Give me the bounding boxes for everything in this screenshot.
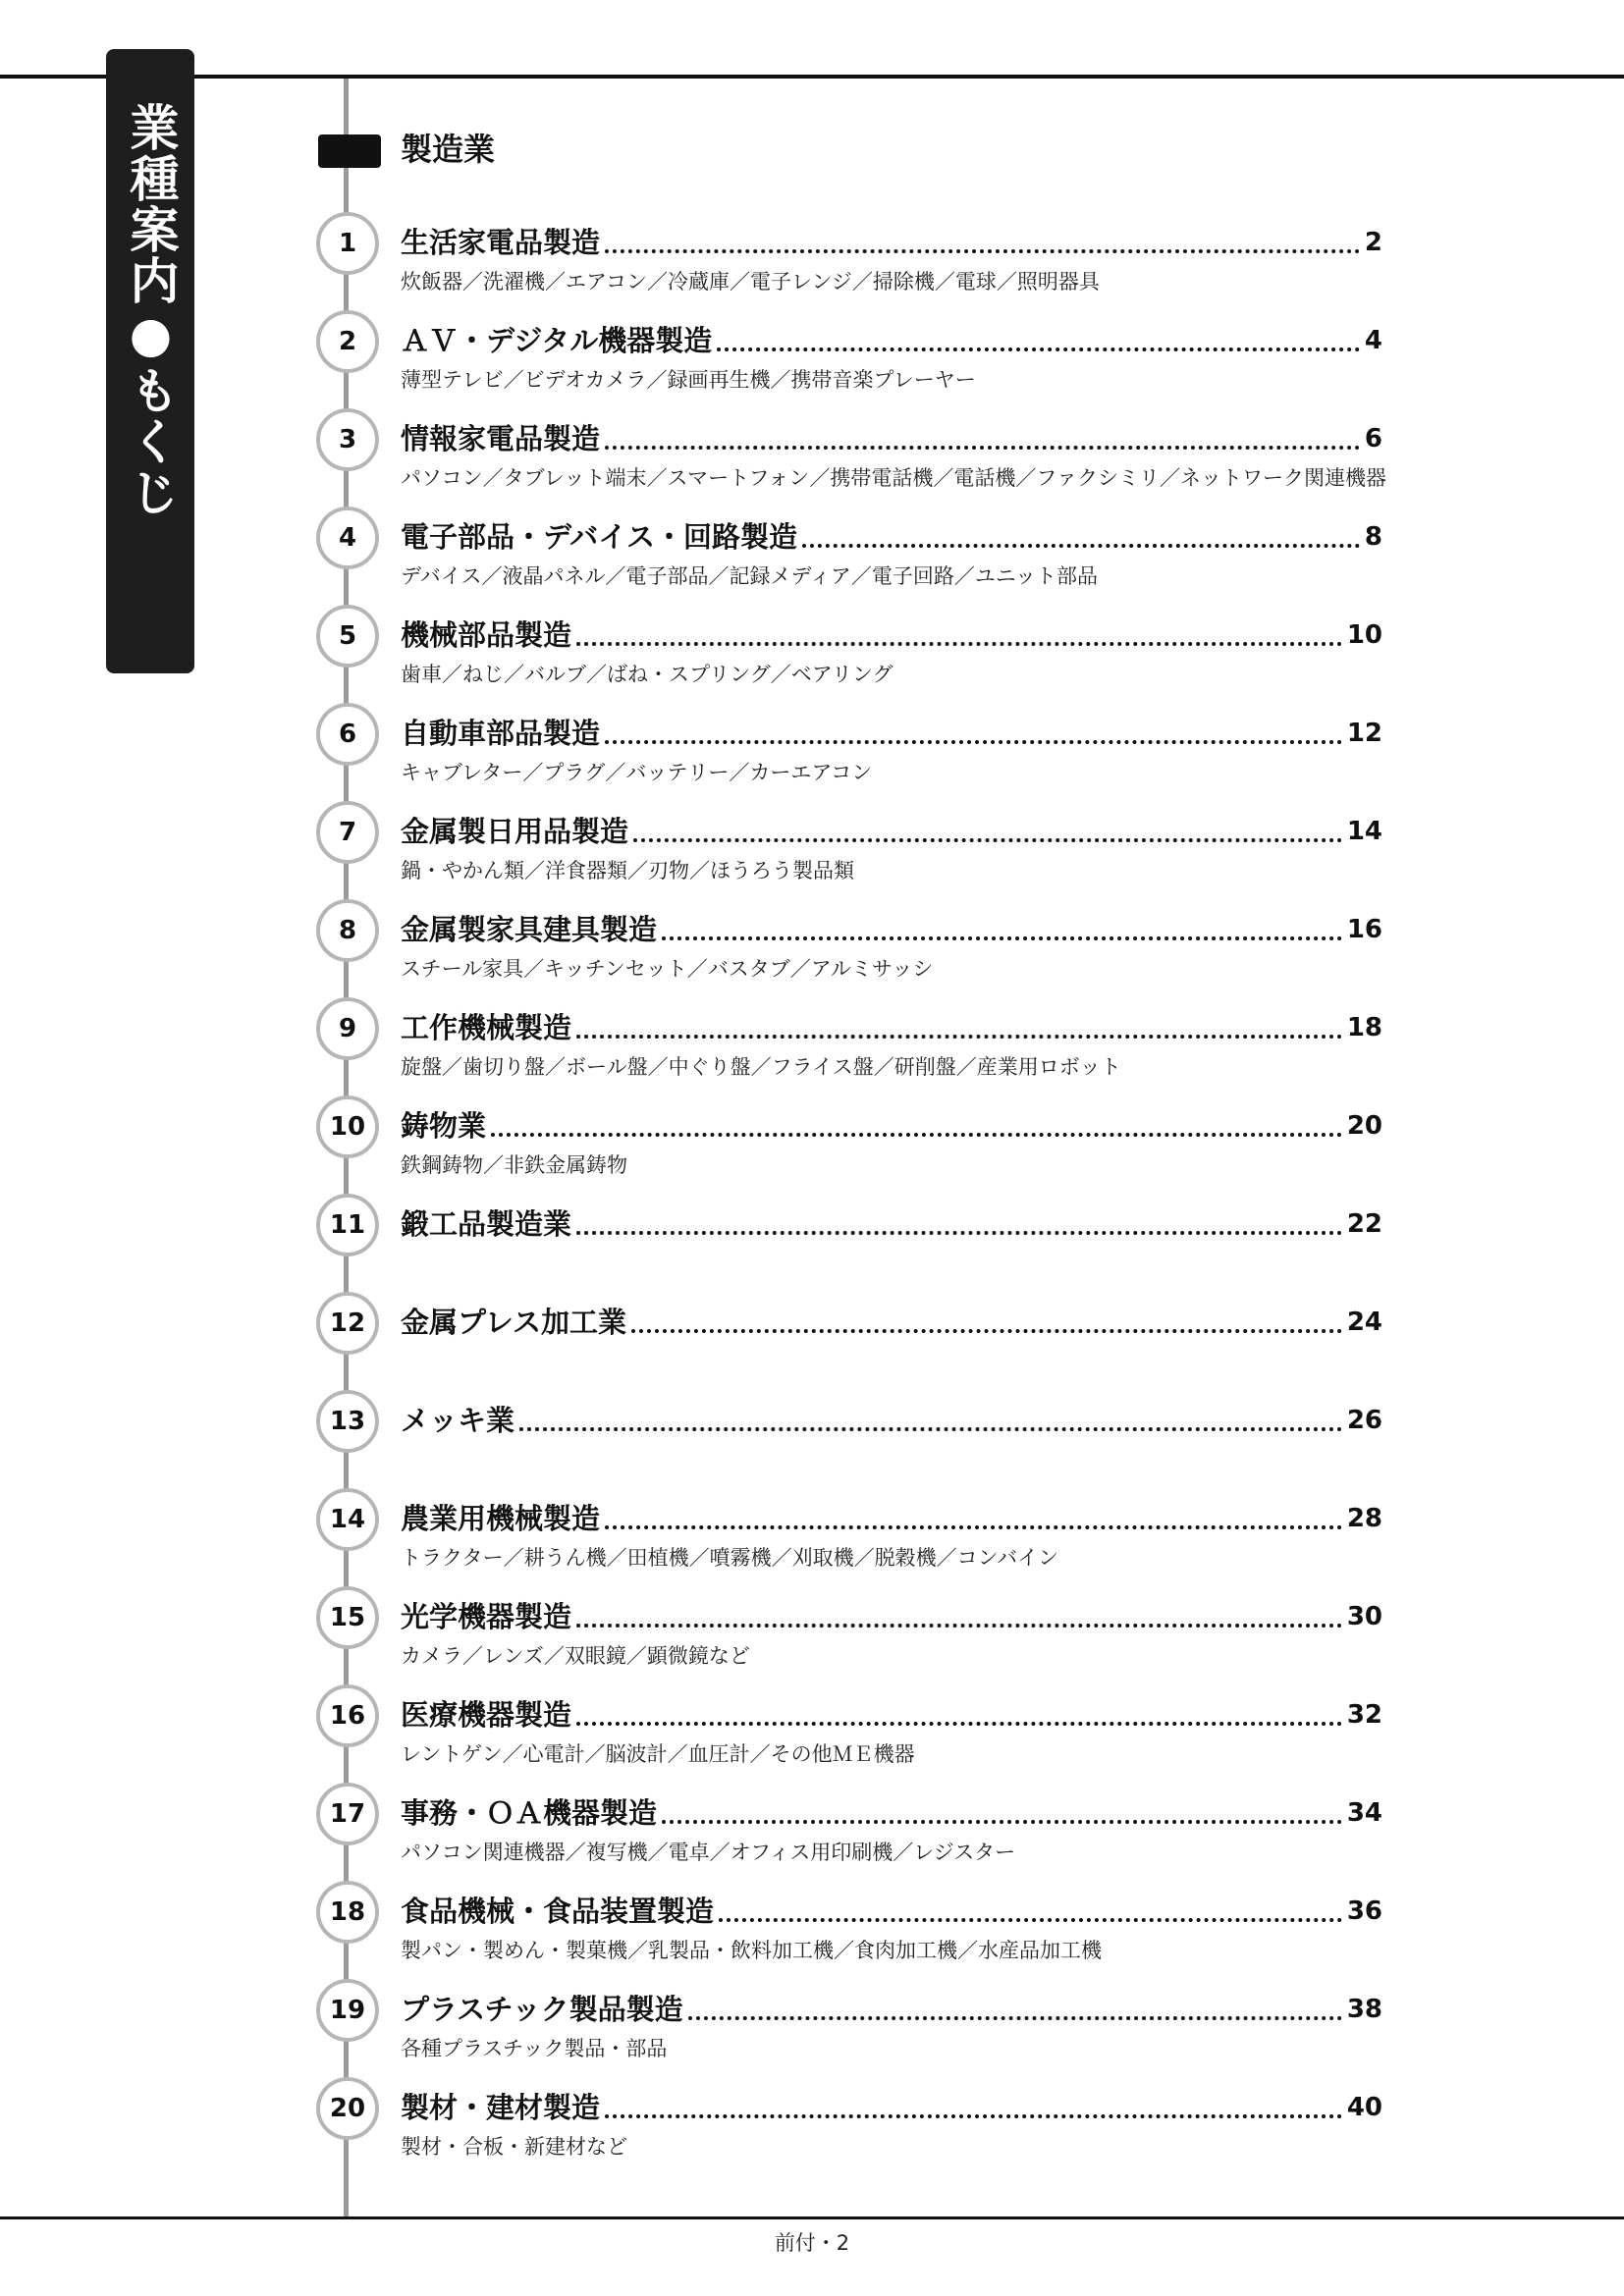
toc-entry[interactable] [0,997,1624,1086]
entry-page-number[interactable]: 4 [1364,326,1382,355]
entry-number-badge: 19 [316,1979,379,2042]
entry-title[interactable]: 生活家電品製造 [401,226,601,259]
entry-title-row [401,1005,1382,1050]
toc-entry[interactable] [0,2077,1624,2165]
entry-subitems: パソコン関連機器／複写機／電卓／オフィス用印刷機／レジスター [401,1841,1016,1864]
entry-page-number[interactable]: 24 [1346,1308,1382,1337]
entry-page-number[interactable]: 14 [1346,817,1382,846]
entry-number-badge: 18 [316,1881,379,1944]
entry-subitems: 炊飯器／洗濯機／エアコン／冷蔵庫／電子レンジ／掃除機／電球／照明器具 [401,270,1100,294]
entry-page-number[interactable]: 12 [1346,719,1382,748]
entry-subitems: 旋盤／歯切り盤／ボール盤／中ぐり盤／フライス盤／研削盤／産業用ロボット [401,1055,1121,1079]
entry-number-badge: 1 [316,212,379,275]
entry-page-number[interactable]: 18 [1346,1013,1382,1042]
entry-title-row [401,1987,1382,2032]
toc-entry[interactable] [0,1684,1624,1773]
dot-leader [576,1231,1342,1235]
toc-entry[interactable] [0,1881,1624,1969]
entry-page-number[interactable]: 22 [1346,1209,1382,1239]
toc-entry[interactable] [0,1586,1624,1675]
entry-number-badge: 13 [316,1390,379,1453]
section-marker [318,134,381,168]
dot-leader [576,642,1342,646]
entry-page-number[interactable]: 26 [1346,1406,1382,1435]
entry-page-number[interactable]: 20 [1346,1111,1382,1141]
entry-page-number[interactable]: 40 [1346,2093,1382,2122]
entry-subitems: レントゲン／心電計／脳波計／血圧計／その他ＭＥ機器 [401,1742,915,1766]
toc-entry[interactable] [0,703,1624,791]
toc-entry[interactable] [0,1095,1624,1184]
section-title: 製造業 [401,131,496,168]
bottom-rule [0,2216,1624,2219]
entry-number-badge: 10 [316,1095,379,1158]
toc-entry[interactable] [0,801,1624,889]
entry-title[interactable]: 製材・建材製造 [401,2091,601,2124]
dot-leader [662,936,1342,940]
entry-page-number[interactable]: 16 [1346,915,1382,944]
dot-leader [576,1722,1342,1726]
dot-leader [662,1820,1342,1824]
toc-entry[interactable] [0,605,1624,693]
entry-subitems: 鍋・やかん類／洋食器類／刃物／ほうろう製品類 [401,859,854,882]
dot-leader [688,2016,1342,2020]
entry-title-row [401,1201,1382,1247]
entry-title[interactable]: 情報家電品製造 [401,422,601,455]
entry-page-number[interactable]: 10 [1346,620,1382,650]
dot-leader [576,1624,1342,1628]
entry-number-badge: 17 [316,1783,379,1845]
entry-title-row [401,1496,1382,1541]
entry-title-row [401,514,1382,560]
entry-number-badge: 20 [316,2077,379,2140]
entry-title[interactable]: 電子部品・デバイス・回路製造 [401,520,797,554]
entry-number-badge: 7 [316,801,379,864]
entry-page-number[interactable]: 36 [1346,1896,1382,1926]
entry-page-number[interactable]: 32 [1346,1700,1382,1730]
entry-title[interactable]: 医療機器製造 [401,1698,572,1732]
entry-subitems: キャブレター／プラグ／バッテリー／カーエアコン [401,761,873,784]
toc-entry[interactable] [0,1292,1624,1380]
entry-number-badge: 4 [316,507,379,569]
dot-leader [605,1525,1342,1529]
entry-title-row [401,1889,1382,1934]
entry-title[interactable]: 金属製日用品製造 [401,815,629,848]
top-rule [0,75,1624,79]
toc-entry[interactable] [0,1488,1624,1576]
toc-entry[interactable] [0,212,1624,300]
side-tab-label: 業種案内●もくじ [122,102,180,518]
entry-title-row [401,1300,1382,1345]
toc-entry[interactable] [0,1194,1624,1282]
page-footer: 前付・2 [774,2231,850,2255]
entry-subitems: デバイス／液晶パネル／電子部品／記録メディア／電子回路／ユニット部品 [401,564,1099,588]
entry-number-badge: 11 [316,1194,379,1256]
entry-title[interactable]: メッキ業 [401,1404,515,1437]
entry-subitems: スチール家具／キッチンセット／バスタブ／アルミサッシ [401,957,934,981]
entry-number-badge: 16 [316,1684,379,1747]
entry-number-badge: 9 [316,997,379,1060]
entry-title[interactable]: ＡＶ・デジタル機器製造 [401,324,713,357]
entry-subitems: 歯車／ねじ／バルブ／ばね・スプリング／ベアリング [401,663,893,686]
entry-number-badge: 15 [316,1586,379,1649]
entry-subitems: 製パン・製めん・製菓機／乳製品・飲料加工機／食肉加工機／水産品加工機 [401,1939,1102,1962]
entry-title[interactable]: 農業用機械製造 [401,1502,601,1535]
entry-number-badge: 6 [316,703,379,766]
entry-title-row [401,416,1382,461]
entry-subitems: パソコン／タブレット端末／スマートフォン／携帯電話機／電話機／ファクシミリ／ネットワーク関連機器 [401,466,1387,490]
entry-title[interactable]: 工作機械製造 [401,1011,572,1044]
entry-page-number[interactable]: 6 [1364,424,1382,454]
entry-number-badge: 5 [316,605,379,667]
entry-title[interactable]: プラスチック製品製造 [401,1993,683,2026]
dot-leader [605,446,1360,450]
entry-title-row [401,1692,1382,1737]
toc-entry[interactable] [0,310,1624,399]
entry-title[interactable]: 光学機器製造 [401,1600,572,1633]
entry-title[interactable]: 金属製家具建具製造 [401,913,658,946]
entry-title[interactable]: 鍛工品製造業 [401,1207,572,1241]
entry-title-row [401,2085,1382,2130]
entry-subitems: 各種プラスチック製品・部品 [401,2037,668,2060]
entry-number-badge: 14 [316,1488,379,1551]
entry-number-badge: 8 [316,899,379,962]
entry-title-row [401,711,1382,756]
dot-leader [605,2114,1342,2118]
dot-leader [802,544,1360,548]
entry-title-row [401,318,1382,363]
entry-title[interactable]: 機械部品製造 [401,618,572,652]
entry-title[interactable]: 事務・ＯＡ機器製造 [401,1796,658,1830]
entry-title-row [401,907,1382,952]
entry-page-number[interactable]: 30 [1346,1602,1382,1631]
entry-title[interactable]: 鋳物業 [401,1109,487,1143]
entry-subitems: カメラ／レンズ／双眼鏡／顕微鏡など [401,1644,750,1668]
entry-title-row [401,1103,1382,1148]
entry-page-number[interactable]: 38 [1346,1995,1382,2024]
toc-entry[interactable] [0,1783,1624,1871]
entry-page-number[interactable]: 28 [1346,1504,1382,1533]
toc-entry[interactable] [0,1979,1624,2067]
dot-leader [605,740,1342,744]
toc-entry[interactable] [0,408,1624,497]
dot-leader [633,838,1342,842]
dot-leader [519,1427,1342,1431]
toc-entry[interactable] [0,1390,1624,1478]
entry-page-number[interactable]: 2 [1364,228,1382,257]
dot-leader [631,1329,1342,1333]
dot-leader [576,1035,1342,1039]
toc-entry[interactable] [0,899,1624,988]
entry-title[interactable]: 自動車部品製造 [401,717,601,750]
entry-title-row [401,613,1382,658]
entry-title-row [401,1398,1382,1443]
entry-subitems: 鉄鋼鋳物／非鉄金属鋳物 [401,1153,627,1177]
entry-page-number[interactable]: 8 [1364,522,1382,552]
dot-leader [719,1918,1342,1922]
entry-title[interactable]: 金属プレス加工業 [401,1306,626,1339]
entry-number-badge: 2 [316,310,379,373]
entry-subitems: 薄型テレビ／ビデオカメラ／録画再生機／携帯音楽プレーヤー [401,368,976,392]
entry-title-row [401,1594,1382,1639]
entry-title-row [401,809,1382,854]
entry-title-row [401,220,1382,265]
entry-subitems: トラクター／耕うん機／田植機／噴霧機／刈取機／脱穀機／コンバイン [401,1546,1059,1570]
entry-title[interactable]: 食品機械・食品装置製造 [401,1895,715,1928]
entry-page-number[interactable]: 34 [1346,1798,1382,1828]
entry-number-badge: 3 [316,408,379,471]
entry-number-badge: 12 [316,1292,379,1355]
dot-leader [717,347,1360,351]
dot-leader [605,249,1360,253]
dot-leader [491,1133,1342,1137]
toc-entry[interactable] [0,507,1624,595]
entry-subitems: 製材・合板・新建材など [401,2135,627,2159]
entry-title-row [401,1790,1382,1836]
